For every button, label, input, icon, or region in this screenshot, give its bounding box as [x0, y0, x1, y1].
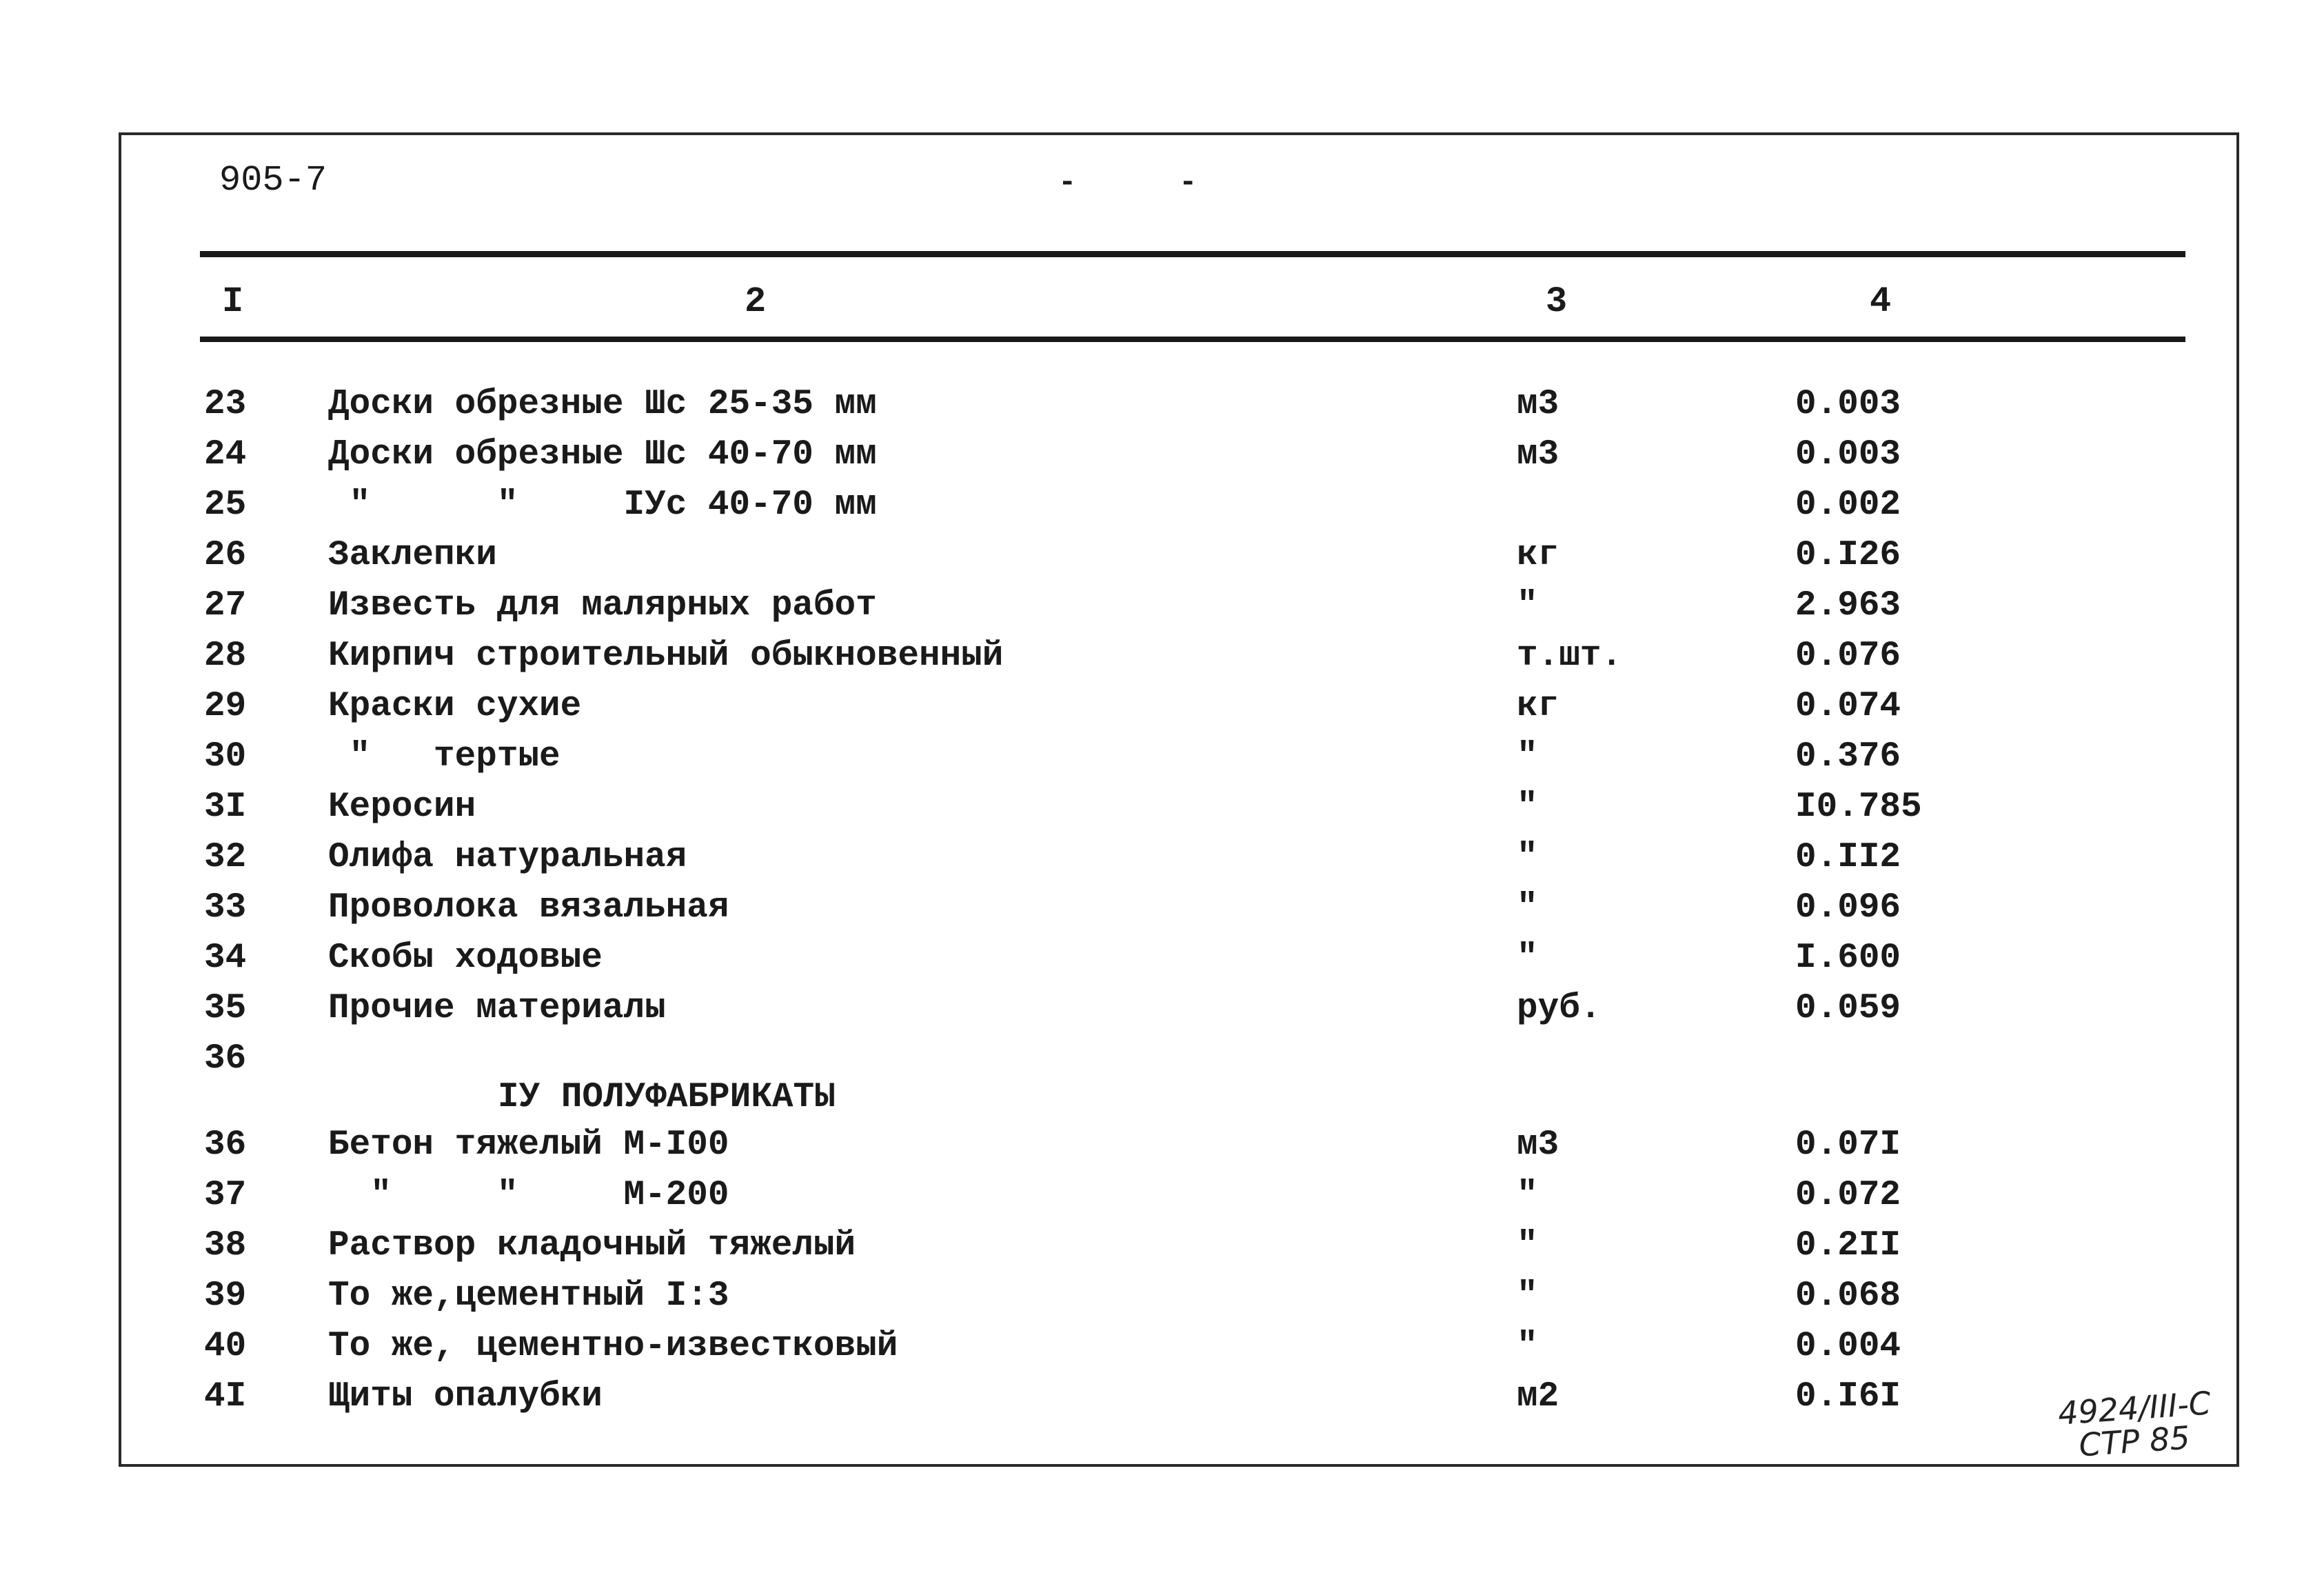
- header-dash: -: [1179, 166, 1198, 200]
- row-name: Олифа натуральная: [328, 838, 687, 877]
- table-row: [0, 536, 2324, 586]
- table-row: [0, 586, 2324, 637]
- row-number: 40: [204, 1327, 247, 1366]
- row-name: Заклепки: [328, 536, 497, 575]
- table-row: [0, 838, 2324, 888]
- table-row: [0, 1176, 2324, 1226]
- row-number: 29: [204, 687, 247, 726]
- row-name: То же,цементный I:3: [328, 1276, 729, 1316]
- row-unit: м2: [1517, 1377, 1559, 1416]
- handwritten-page-stamp: [2046, 1384, 2223, 1464]
- row-unit: ": [1517, 1226, 1538, 1265]
- table-row: [0, 1039, 2324, 1090]
- row-name: " " IУс 40-70 мм: [328, 485, 877, 525]
- row-number: 36: [204, 1039, 247, 1079]
- table-row: [0, 435, 2324, 485]
- row-number: 37: [204, 1176, 247, 1215]
- row-name: То же, цементно-известковый: [328, 1327, 898, 1366]
- table-row: [0, 1276, 2324, 1327]
- row-unit: ": [1517, 888, 1538, 928]
- row-number: 23: [204, 385, 247, 424]
- table-row: [0, 737, 2324, 788]
- row-unit: ": [1517, 838, 1538, 877]
- row-value: 0.003: [1795, 435, 1901, 474]
- row-value: I.600: [1795, 939, 1901, 978]
- table-header-rule: [200, 337, 2185, 342]
- row-name: Известь для малярных работ: [328, 586, 877, 625]
- table-row: [0, 888, 2324, 939]
- row-number: 34: [204, 939, 247, 978]
- table-top-rule: [200, 251, 2185, 257]
- row-value: 0.076: [1795, 637, 1901, 676]
- table-row: [0, 1327, 2324, 1377]
- row-value: 0.003: [1795, 385, 1901, 424]
- column-header-4: 4: [1870, 281, 1892, 322]
- row-unit: кг: [1517, 536, 1559, 575]
- row-name: Кирпич строительный обыкновенный: [328, 637, 1004, 676]
- row-value: 0.059: [1795, 989, 1901, 1028]
- row-number: 25: [204, 485, 247, 525]
- row-value: 0.074: [1795, 687, 1901, 726]
- row-value: 0.II2: [1795, 838, 1901, 877]
- row-name: Керосин: [328, 788, 476, 827]
- table-row: [0, 485, 2324, 536]
- row-value: 0.096: [1795, 888, 1901, 928]
- row-number: 24: [204, 435, 247, 474]
- row-unit: кг: [1517, 687, 1559, 726]
- table-row: [0, 385, 2324, 435]
- table-row: [0, 989, 2324, 1039]
- column-header-2: 2: [745, 281, 767, 322]
- table-row: [0, 1377, 2324, 1427]
- row-value: 0.2II: [1795, 1226, 1901, 1265]
- row-value: 0.I26: [1795, 536, 1901, 575]
- row-unit: ": [1517, 1327, 1538, 1366]
- row-unit: ": [1517, 788, 1538, 827]
- row-number: 32: [204, 838, 247, 877]
- row-value: 0.004: [1795, 1327, 1901, 1366]
- section-title: IУ ПОЛУФАБРИКАТЫ: [498, 1078, 836, 1117]
- row-number: 28: [204, 637, 247, 676]
- row-unit: руб.: [1517, 989, 1601, 1028]
- row-number: 4I: [204, 1377, 247, 1416]
- row-number: 39: [204, 1276, 247, 1316]
- table-row: [0, 788, 2324, 838]
- row-unit: ": [1517, 586, 1538, 625]
- row-name: Проволока вязальная: [328, 888, 729, 928]
- row-number: 3I: [204, 788, 247, 827]
- stamp-line: 4924/III-C: [2057, 1384, 2212, 1432]
- row-unit: ": [1517, 1176, 1538, 1215]
- row-number: 26: [204, 536, 247, 575]
- row-name: " " М-200: [328, 1176, 729, 1215]
- table-row: [0, 687, 2324, 737]
- document-code: 905-7: [219, 160, 327, 201]
- column-header-1: I: [222, 281, 244, 322]
- row-unit: ": [1517, 939, 1538, 978]
- row-name: Скобы ходовые: [328, 939, 603, 978]
- row-value: 0.072: [1795, 1176, 1901, 1215]
- row-value: 2.963: [1795, 586, 1901, 625]
- row-name: Бетон тяжелый М-I00: [328, 1125, 729, 1165]
- row-unit: ": [1517, 1276, 1538, 1316]
- row-name: Раствор кладочный тяжелый: [328, 1226, 856, 1265]
- row-unit: м3: [1517, 1125, 1559, 1165]
- column-header-3: 3: [1546, 281, 1568, 322]
- row-unit: м3: [1517, 435, 1559, 474]
- row-value: 0.07I: [1795, 1125, 1901, 1165]
- row-unit: т.шт.: [1517, 637, 1623, 676]
- row-value: 0.068: [1795, 1276, 1901, 1316]
- row-value: 0.376: [1795, 737, 1901, 777]
- row-value: 0.002: [1795, 485, 1901, 525]
- row-name: " тертые: [328, 737, 560, 777]
- row-name: Щиты опалубки: [328, 1377, 603, 1416]
- row-value: 0.I6I: [1795, 1377, 1901, 1416]
- row-unit: ": [1517, 737, 1538, 777]
- row-number: 35: [204, 989, 247, 1028]
- table-row: [0, 637, 2324, 687]
- row-name: Доски обрезные Шс 25-35 мм: [328, 385, 877, 424]
- header-dash: -: [1058, 166, 1077, 200]
- row-name: Доски обрезные Шс 40-70 мм: [328, 435, 877, 474]
- row-number: 30: [204, 737, 247, 777]
- row-value: I0.785: [1795, 788, 1922, 827]
- table-row: [0, 1125, 2324, 1176]
- row-number: 27: [204, 586, 247, 625]
- table-row: [0, 1226, 2324, 1276]
- stamp-line: СТР 85: [2077, 1419, 2192, 1464]
- row-number: 36: [204, 1125, 247, 1165]
- row-name: Краски сухие: [328, 687, 582, 726]
- row-number: 33: [204, 888, 247, 928]
- row-number: 38: [204, 1226, 247, 1265]
- row-unit: м3: [1517, 385, 1559, 424]
- row-name: Прочие материалы: [328, 989, 666, 1028]
- table-row: [0, 939, 2324, 989]
